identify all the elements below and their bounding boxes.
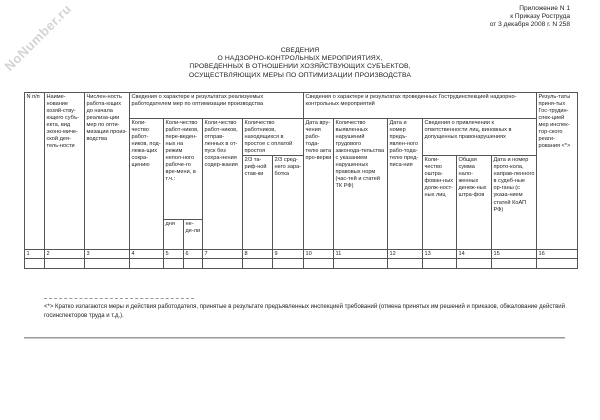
header-group-employer-measures: Сведения о характере и результатах реализуемых работодателем мер по оптимизации производства [130,93,304,119]
empty-cell [85,259,130,269]
column-number: 14 [457,250,492,259]
empty-cell [203,259,243,269]
header-protocol: Дата и номер прото-кола, направ-ленного в судеб-ные ор-ганы (с указа-нием статей КоАП РФ) [492,156,537,250]
title-line: ОСУЩЕСТВЛЯЮЩИХ МЕРЫ ПО ОПТИМИЗАЦИИ ПРОИЗВОДСТВА [188,71,412,79]
appendix-line: Приложение N 1 [519,5,570,12]
empty-cell [537,259,578,269]
document-title [0,47,600,80]
empty-cell [273,259,304,269]
appendix-line: к Приказу Роструда [510,13,570,20]
footnote [24,303,565,320]
empty-cell [130,259,164,269]
appendix-reference [490,5,570,29]
header-unpaid-leave: Коли-чество работ-ников, отправ-ленных в от-пуск без сохра-нения содер-жания [203,119,243,250]
empty-cell [184,259,203,269]
header-part-time: Коли-чество работ-ников, пере-веден-ных на режим непол-ного рабоче-го вре-мени, в т.ч.: [164,119,203,220]
header-to-be-dismissed: Коли-чество работ-ников, под-лежа-щих сокра-щению [130,119,164,250]
column-number: 2 [45,250,85,259]
column-number: 1 [25,250,45,259]
column-numbers-row [25,250,578,259]
header-fines-total: Общая сумма нало-женных денеж-ных штра-фов [457,156,492,250]
title-line: О НАДЗОРНО-КОНТРОЛЬНЫХ МЕРОПРИЯТИЯХ, [217,55,383,63]
column-number: 7 [203,250,243,259]
empty-cell [334,259,388,269]
empty-cell [243,259,273,269]
appendix-line: от 3 декабря 2008 г. N 258 [489,21,570,28]
empty-cell [423,259,457,269]
header-violations-count: Количество выявленных нарушений трудового законода-тельства с указанием нарушенных правовых норм (час-тей и статей ТК РФ) [334,119,388,250]
table-row [25,259,578,269]
header-order-date-number: Дата и номер предъ-явлен-ного рабо-тода-телю пред-писа-ния [388,119,423,250]
header-tariff-rate: 2/3 та-риф-ной став-ки [243,156,273,250]
title-line: СВЕДЕНИЯ [280,47,320,54]
empty-cell [492,259,537,269]
column-number: 6 [184,250,203,259]
empty-cell [45,259,85,269]
column-number: 11 [334,250,388,259]
column-number: 12 [388,250,423,259]
header-average-earnings: 2/3 сред-него зара-ботка [273,156,304,250]
footnote-text: <*> Кратко излагаются меры и действия работодателя, принятые в результате предъявленных инспекцией требований (отмена принятых им решений и приказов, обжалование действий госинспекторов труда и т.д.). [44,304,565,319]
header-fined-officials: Коли-чество оштра-фован-ных долж-ност-ных лиц [423,156,457,250]
report-table [24,92,578,269]
header-day: дня [164,220,184,250]
column-number: 4 [130,250,164,259]
empty-cell [304,259,334,269]
column-number: 5 [164,250,184,259]
footnote-separator [44,298,194,299]
header-group-inspection: Сведения о характере и результатах проведенных Гострудинспекцией надзорно-контрольных мероприятий [304,93,537,119]
column-number: 8 [243,250,273,259]
column-number: 10 [304,250,334,259]
header-group-liability: Сведения о привлечении к ответственности лиц, виновных в допущенных правонарушениях [423,119,537,156]
empty-cell [164,259,184,269]
title-line: ПРОВЕДЕННЫХ В ОТНОШЕНИИ ХОЗЯЙСТВУЮЩИХ СУБЪЕКТОВ, [189,63,411,71]
column-number: 3 [85,250,130,259]
column-number: 15 [492,250,537,259]
header-number: N п/п [25,93,45,250]
header-entity-name: Наиме-нование хозяй-ству-ющего субъ-екта, вид эконо-миче-ской дея-тель-ности [45,93,85,250]
header-inspection-results: Резуль-таты приня-тых Гос-трудин-спек-цией мер инспек-тор-ского реаги-рования <*> [537,93,578,250]
page-divider [24,337,565,339]
column-number: 16 [537,250,578,259]
column-number: 9 [273,250,304,259]
header-headcount: Числен-ность работа-ющих до начала реализа-ции мер по опти-мизации произ-водства [85,93,130,250]
header-downtime: Количество работников, находящихся в простое с оплатой простоя [243,119,304,156]
header-week: не-де-ли [184,220,203,250]
watermark: NoNumber.ru [1,1,75,74]
column-number: 13 [423,250,457,259]
empty-cell [25,259,45,269]
empty-cell [388,259,423,269]
header-act-delivery-date: Дата вру-чения рабо-тода-телю акта про-верки [304,119,334,250]
empty-cell [457,259,492,269]
